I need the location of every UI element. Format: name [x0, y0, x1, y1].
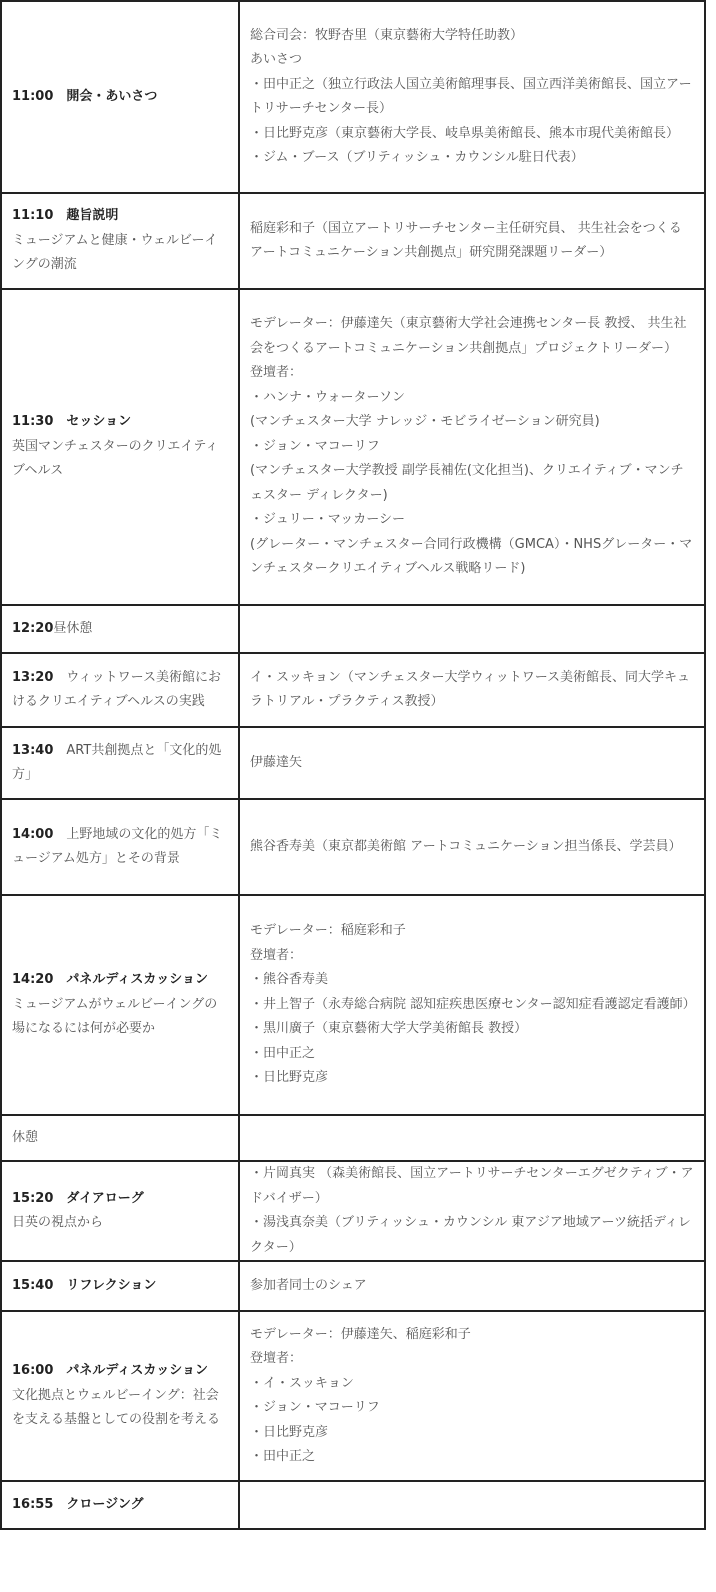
detail-line: ・田中正之 — [250, 1449, 316, 1464]
session-cell — [1, 895, 239, 1115]
session-time: 11:00 — [12, 88, 54, 104]
session-cell — [1, 1311, 239, 1481]
schedule-row — [1, 1115, 705, 1161]
session-info — [12, 204, 228, 278]
session-time: 11:30 — [12, 414, 54, 430]
detail-line: 登壇者： — [250, 947, 303, 963]
detail-line: 総合司会：牧野杏里（東京藝術大学特任助教） — [250, 27, 524, 43]
session-subtitle: ウィットワース美術館におけるクリエイティブヘルスの実践 — [12, 669, 221, 709]
session-title: 趣旨説明 — [66, 208, 119, 224]
detail-line: ・ハンナ・ウォーターソン — [250, 389, 405, 405]
session-cell — [1, 1261, 239, 1311]
session-time: 12:20 — [12, 620, 54, 636]
detail-line: モデレーター：伊藤達矢（東京藝術大学社会連携センター長 教授、 共生社会をつくるアートコミュニケーション共創拠点」プロジェクトリーダー） — [250, 316, 687, 356]
session-time: 14:20 — [12, 972, 54, 988]
session-details-cell — [239, 1115, 705, 1161]
detail-line: ・ジュリー・マッカーシー — [250, 512, 405, 528]
session-subtitle: 日英の視点から — [12, 1215, 104, 1230]
session-info — [12, 666, 228, 715]
detail-line: ・イ・スッキョン — [250, 1375, 354, 1391]
detail-line: ・ジョン・マコーリフ — [250, 1400, 380, 1415]
session-cell — [1, 605, 239, 653]
detail-line: ・田中正之 — [250, 1045, 316, 1061]
detail-line: 登壇者： — [250, 1351, 303, 1366]
session-details-cell — [239, 653, 705, 727]
schedule-row — [1, 799, 705, 895]
session-time: 15:40 — [12, 1277, 54, 1293]
session-subtitle: ミュージアムと健康・ウェルビーイングの潮流 — [12, 232, 218, 273]
schedule-row — [1, 727, 705, 799]
session-cell — [1, 799, 239, 895]
detail-line: (マンチェスター大学教授 副学長補佐(文化担当)、クリエイティブ・マンチェスター ディレクター) — [250, 463, 684, 503]
session-cell — [1, 193, 239, 289]
detail-line: (グレーター・マンチェスター合同行政機構（GMCA）・NHSグレーター・マンチェスタークリエイティブヘルス戦略リード) — [250, 536, 693, 577]
session-cell — [1, 289, 239, 605]
session-title: 開会・あいさつ — [66, 88, 158, 104]
session-details-cell — [239, 1481, 705, 1529]
session-info — [12, 617, 228, 642]
session-time: 13:20 — [12, 669, 54, 685]
session-cell — [1, 1161, 239, 1261]
session-time: 11:10 — [12, 208, 54, 224]
detail-line: ・ジョン・マコーリフ — [250, 438, 380, 454]
session-details-cell — [239, 605, 705, 653]
session-subtitle: ART共創拠点と「文化的処方」 — [12, 742, 222, 782]
session-info — [12, 968, 228, 1042]
session-details-cell — [239, 193, 705, 289]
detail-line: 登壇者： — [250, 365, 303, 381]
session-time: 14:00 — [12, 826, 54, 842]
session-info — [12, 1126, 228, 1151]
session-info — [12, 1274, 228, 1299]
schedule-row — [1, 1261, 705, 1311]
detail-line: モデレーター：伊藤達矢、稲庭彩和子 — [250, 1326, 471, 1342]
session-cell — [1, 653, 239, 727]
session-details-cell — [239, 1, 705, 193]
session-details-cell — [239, 1261, 705, 1311]
detail-line: イ・スッキョン（マンチェスター大学ウィットワース美術館長、同大学キュラトリアル・プラクティス教授） — [250, 669, 691, 709]
session-info — [12, 1493, 228, 1518]
detail-line: (マンチェスター大学 ナレッジ・モビライゼーション研究員) — [250, 414, 600, 430]
schedule-row — [1, 289, 705, 605]
detail-line: 伊藤達矢 — [250, 754, 303, 770]
session-cell — [1, 1115, 239, 1161]
session-subtitle: 昼休憩 — [53, 620, 93, 636]
session-title: ダイアローグ — [66, 1190, 144, 1206]
session-title: リフレクション — [66, 1277, 157, 1293]
session-subtitle: 文化拠点とウェルビーイング：社会を支える基盤としての役割を考える — [12, 1387, 221, 1428]
schedule-row — [1, 895, 705, 1115]
session-info — [12, 410, 228, 484]
session-time: 13:40 — [12, 742, 54, 758]
schedule-row — [1, 1, 705, 193]
session-title: パネルディスカッション — [66, 972, 208, 988]
detail-line: ・日比野克彦 — [250, 1424, 329, 1440]
detail-line: ・熊谷香寿美 — [250, 972, 329, 988]
session-cell — [1, 727, 239, 799]
session-details-cell — [239, 799, 705, 895]
session-time: 15:20 — [12, 1190, 54, 1206]
session-info — [12, 85, 228, 110]
schedule-row — [1, 605, 705, 653]
schedule-row — [1, 1311, 705, 1481]
session-details-cell — [239, 895, 705, 1115]
detail-line: あいさつ — [250, 52, 303, 67]
schedule-row — [1, 653, 705, 727]
session-cell — [1, 1481, 239, 1529]
session-info — [12, 739, 228, 788]
session-subtitle: 英国マンチェスターのクリエイティブヘルス — [12, 438, 219, 479]
schedule-row — [1, 1161, 705, 1261]
session-title: パネルディスカッション — [66, 1363, 208, 1379]
detail-line: ・湯浅真奈美（ブリティッシュ・カウンシル 東アジア地域アーツ統括ディレクター） — [250, 1215, 691, 1255]
session-title: クロージング — [66, 1496, 144, 1512]
detail-line: 参加者同士のシェア — [250, 1277, 367, 1293]
session-details-cell — [239, 1161, 705, 1261]
detail-line: ・日比野克彦（東京藝術大学長、岐阜県美術館長、熊本市現代美術館長） — [250, 125, 680, 141]
session-time: 16:00 — [12, 1363, 54, 1379]
detail-line: ・井上智子（永寿総合病院 認知症疾患医療センター認知症看護認定看護師） — [250, 996, 696, 1012]
session-subtitle: 休憩 — [12, 1129, 39, 1145]
session-details-cell — [239, 289, 705, 605]
session-cell — [1, 1, 239, 193]
session-info — [12, 823, 228, 872]
detail-line: ・ジム・ブース（ブリティッシュ・カウンシル駐日代表） — [250, 150, 584, 165]
session-info — [12, 1359, 228, 1433]
session-title: セッション — [66, 414, 132, 430]
detail-line: モデレーター：稲庭彩和子 — [250, 923, 406, 939]
detail-line: 熊谷香寿美（東京都美術館 アートコミュニケーション担当係長、学芸員） — [250, 838, 682, 854]
detail-line: ・日比野克彦 — [250, 1070, 329, 1086]
session-time: 16:55 — [12, 1496, 54, 1512]
detail-line: ・黒川廣子（東京藝術大学大学美術館長 教授） — [250, 1021, 528, 1037]
schedule-body — [1, 1, 705, 1529]
session-subtitle: ミュージアムがウェルビーイングの場になるには何が必要か — [12, 996, 218, 1037]
session-info — [12, 1187, 228, 1236]
detail-line: ・田中正之（独立行政法人国立美術館理事長、国立西洋美術館長、国立アートリサーチセンター長） — [250, 76, 692, 116]
session-details-cell — [239, 727, 705, 799]
schedule-row — [1, 193, 705, 289]
schedule-row — [1, 1481, 705, 1529]
session-details-cell — [239, 1311, 705, 1481]
detail-line: ・片岡真実 （森美術館長、国立アートリサーチセンターエグゼクティブ・アドバイザー） — [250, 1166, 694, 1206]
detail-line: 稲庭彩和子（国立アートリサーチセンター主任研究員、 共生社会をつくるアートコミュニケーション共創拠点」研究開発課題リーダー） — [250, 220, 682, 260]
session-subtitle: 上野地域の文化的処方「ミュージアム処方」とその背景 — [12, 826, 223, 866]
